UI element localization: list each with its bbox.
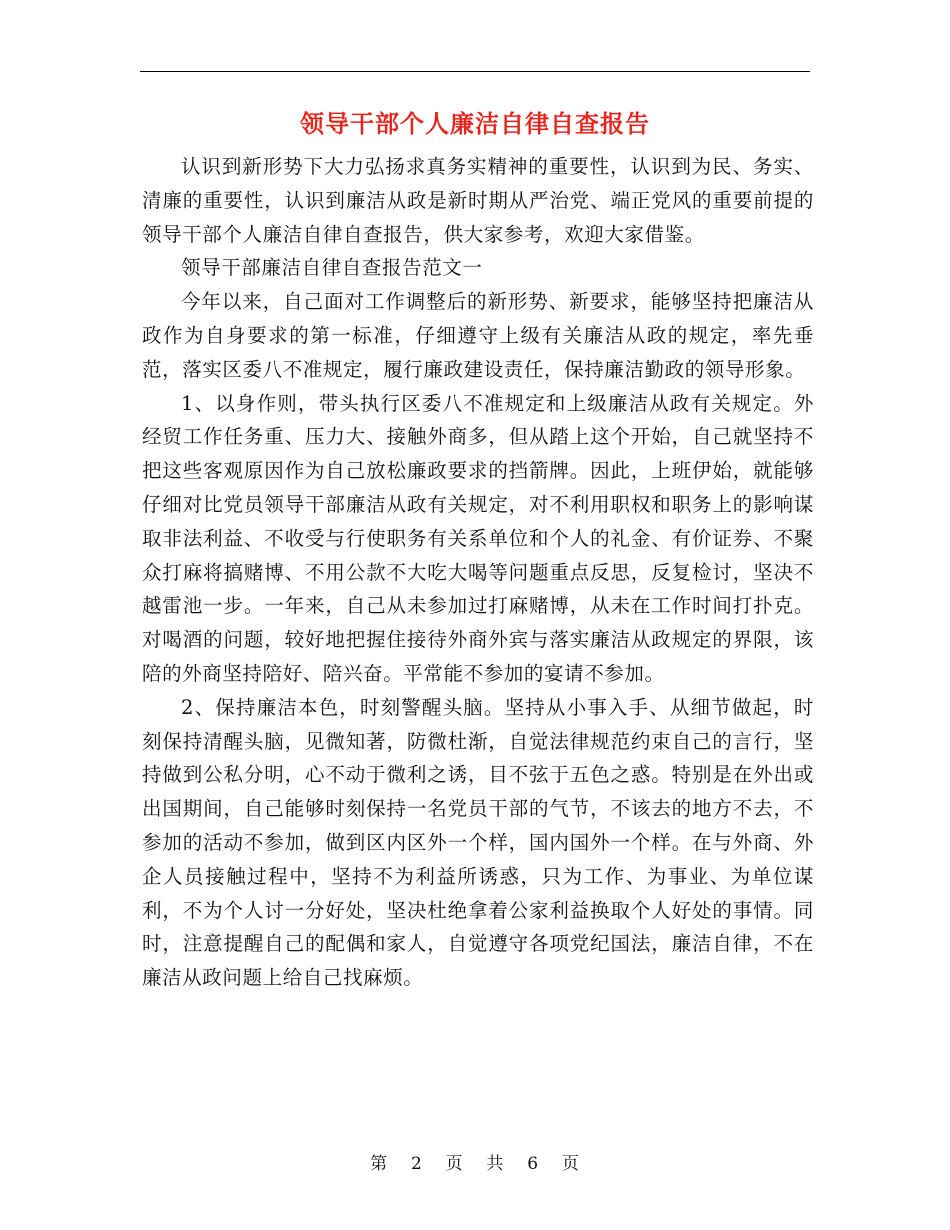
footer-page-word: 页 (445, 1154, 464, 1174)
page-footer (0, 1152, 950, 1176)
paragraph-subheading: 领导干部廉洁自律自查报告范文一 (181, 256, 483, 280)
document-title: 领导干部个人廉洁自律自查报告 (300, 110, 650, 138)
footer-total-word: 共 (486, 1154, 505, 1174)
header-rule (140, 71, 810, 72)
footer-prefix: 第 (370, 1154, 389, 1174)
document-body (142, 150, 814, 995)
footer-suffix: 页 (561, 1154, 580, 1174)
paragraph-intro: 认识到新形势下大力弘扬求真务实精神的重要性，认识到为民、务实、清廉的重要性，认识到廉洁从政是新时期从严治党、端正党风的重要前提的领导干部个人廉洁自律自查报告，供大家参考，欢迎大家借鉴。 (142, 155, 814, 246)
paragraph-overview: 今年以来，自己面对工作调整后的新形势、新要求，能够坚持把廉洁从政作为自身要求的第一标准，仔细遵守上级有关廉洁从政的规定，率先垂范，落实区委八不准规定，履行廉政建设责任，保持廉洁勤政的领导形象。 (142, 290, 814, 381)
footer-current-page: 2 (410, 1154, 423, 1174)
paragraph-point-2: 2、保持廉洁本色，时刻警醒头脑。坚持从小事入手、从细节做起，时刻保持清醒头脑，见微知著，防微杜渐，自觉法律规范约束自己的言行，坚持做到公私分明，心不动于微利之诱，目不弦于五色之惑。特别是在外出或出国期间，自己能够时刻保持一名党员干部的气节，不该去的地方不去，不参加的活动不参加，做到区内区外一个样，国内国外一个样。在与外商、外企人员接触过程中，坚持不为利益所诱惑，只为工作、为事业、为单位谋利，不为个人讨一分好处，坚决杜绝拿着公家利益换取个人好处的事情。同时，注意提醒自己的配偶和家人，自觉遵守各项党纪国法，廉洁自律，不在廉洁从政问题上给自己找麻烦。 (142, 695, 814, 990)
paragraph-point-1: 1、以身作则，带头执行区委八不准规定和上级廉洁从政有关规定。外经贸工作任务重、压力大、接触外商多，但从踏上这个开始，自己就坚持不把这些客观原因作为自己放松廉政要求的挡箭牌。因此，上班伊始，就能够仔细对比党员领导干部廉洁从政有关规定，对不利用职权和职务上的影响谋取非法利益、不收受与行使职务有关系单位和个人的礼金、有价证券、不聚众打麻将搞赌博、不用公款不大吃大喝等问题重点反思，反复检讨，坚决不越雷池一步。一年来，自己从未参加过打麻赌博，从未在工作时间打扑克。对喝酒的问题，较好地把握住接待外商外宾与落实廉洁从政规定的界限，该陪的外商坚持陪好、陪兴奋。平常能不参加的宴请不参加。 (142, 391, 814, 685)
footer-total-pages: 6 (527, 1154, 540, 1174)
